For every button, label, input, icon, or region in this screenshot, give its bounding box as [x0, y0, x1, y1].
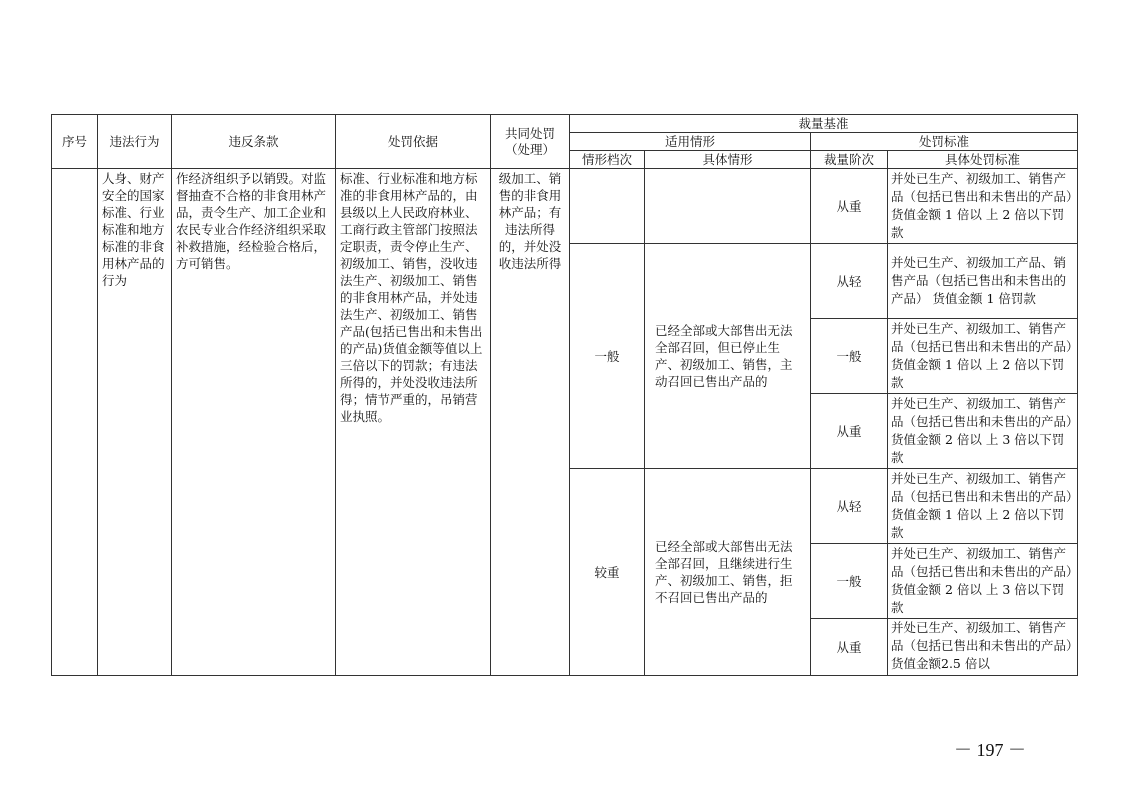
header-level: 情形档次 [570, 151, 645, 169]
header-applicable: 适用情形 [570, 133, 811, 151]
situation-cell: 已经全部或大部售出无法全部召回，但已停止生产、初级加工、销售，主 动召回已售出产品的 [645, 244, 811, 469]
row-basis: 标准、行业标准和地方标准的非食用林产品的，由县级以上人民政府林业、工商行政主管部门按照法定职责，责令停止生产、初级加工、销售，没收违法生产、初级加工、销售的非食用林产品，并处违法生产、初级加工、销售产品(包括已售出和未售出的产品)货值金额等值以上三倍以下的罚款；有违法所得的，并处没收违法所得；情节严重的，吊销营业执照。 [336, 169, 491, 676]
level-cell [570, 169, 645, 244]
row-seq [52, 169, 98, 676]
header-clause: 违反条款 [172, 115, 336, 169]
header-grade: 裁量阶次 [811, 151, 888, 169]
standard-cell: 并处已生产、初级加工产品、销售产品（包括已售出和未售出的产品） 货值金额 1 倍罚款 [888, 244, 1078, 319]
header-specific: 具体处罚标准 [888, 151, 1078, 169]
level-cell: 较重 [570, 469, 645, 676]
standard-cell: 并处已生产、初级加工、销售产品（包括已售出和未售出的产品）货值金额 1 倍以 上 2 倍以下罚款 [888, 469, 1078, 544]
standard-cell: 并处已生产、初级加工、销售产品（包括已售出和未售出的产品）货值金额 1 倍以 上 2 倍以下罚款 [888, 169, 1078, 244]
grade-cell: 从轻 [811, 469, 888, 544]
grade-cell: 从重 [811, 169, 888, 244]
standard-cell: 并处已生产、初级加工、销售产品（包括已售出和未售出的产品）货值金额 2 倍以 上 3 倍以下罚款 [888, 544, 1078, 619]
grade-cell: 从重 [811, 394, 888, 469]
header-standard: 处罚标准 [811, 133, 1078, 151]
row-clause: 作经济组织予以销毁。对监督抽查不合格的非食用林产品，责令生产、加工企业和农民专业合作经济组织采取补救措施，经检验合格后，方可销售。 [172, 169, 336, 676]
header-behavior: 违法行为 [98, 115, 172, 169]
header-basis: 处罚依据 [336, 115, 491, 169]
grade-cell: 一般 [811, 544, 888, 619]
grade-cell: 一般 [811, 319, 888, 394]
header-seq: 序号 [52, 115, 98, 169]
penalty-discretion-table [51, 114, 1078, 676]
header-common-penalty: 共同处罚 （处理） [491, 115, 570, 169]
row-common-penalty: 级加工、销售的非食用林产品；有违法所得的，并处没收违法所得 [491, 169, 570, 676]
grade-cell: 从轻 [811, 244, 888, 319]
header-discretion: 裁量基准 [570, 115, 1078, 133]
situation-cell [645, 169, 811, 244]
standard-cell: 并处已生产、初级加工、销售产品（包括已售出和未售出的产品）货值金额 1 倍以 上 2 倍以下罚款 [888, 319, 1078, 394]
standard-cell: 并处已生产、初级加工、销售产品（包括已售出和未售出的产品）货值金额 2 倍以 上 3 倍以下罚款 [888, 394, 1078, 469]
page-number: － 197 － [954, 740, 1026, 760]
standard-cell: 并处已生产、初级加工、销售产品（包括已售出和未售出的产品）货值金额2.5 倍以 [888, 619, 1078, 676]
situation-cell: 已经全部或大部售出无法全部召回，且继续进行生产、初级加工、销售，拒不召回已售出产品的 [645, 469, 811, 676]
grade-cell: 从重 [811, 619, 888, 676]
header-situation: 具体情形 [645, 151, 811, 169]
row-behavior: 人身、财产安全的国家标准、行业标准和地方标准的非食用林产品的行为 [98, 169, 172, 676]
level-cell: 一般 [570, 244, 645, 469]
